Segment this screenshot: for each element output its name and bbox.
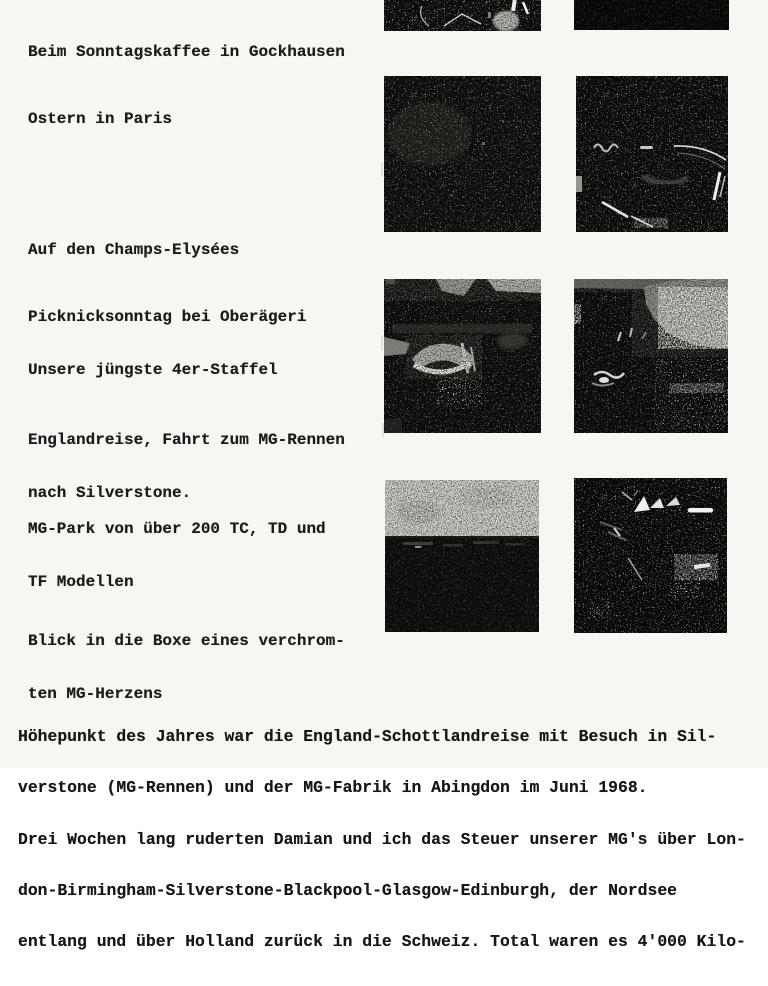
scan-artifact xyxy=(381,335,383,350)
caption-ostern-paris xyxy=(28,76,172,164)
caption-line: Beim Sonntagskaffee in Gockhausen xyxy=(28,43,345,61)
photo-row3-left xyxy=(384,279,541,433)
photo-row1-right xyxy=(574,0,729,30)
paragraph-line: verstone (MG-Rennen) und der MG-Fabrik in Abingdon im Juni 1968. xyxy=(18,778,648,798)
photo-row3-right xyxy=(574,279,728,433)
paragraph-line: entlang und über Holland zurück in die Schweiz. Total waren es 4'000 Kilo- xyxy=(18,932,746,952)
photo-row4-right xyxy=(574,478,727,633)
photo-row1-left xyxy=(384,0,541,31)
caption-line: TF Modellen xyxy=(28,572,134,591)
photo-row2-right xyxy=(576,76,728,232)
caption-line: Ostern in Paris xyxy=(28,110,173,128)
caption-picknick xyxy=(28,274,306,414)
caption-line: Blick in die Boxe eines verchrom- xyxy=(28,632,345,650)
caption-line: MG-Park von über 200 TC, TD und xyxy=(28,520,326,538)
closing-paragraph xyxy=(18,694,763,985)
caption-line: nach Silverstone. xyxy=(28,483,192,502)
paragraph-line: don-Birmingham-Silverstone-Blackpool-Glasgow-Edinburgh, der Nordsee xyxy=(18,881,678,901)
caption-line: ten MG-Herzens xyxy=(28,684,163,703)
scan-artifact xyxy=(381,163,383,177)
paragraph-line: Drei Wochen lang ruderten Damian und ich das Steuer unserer MG's über Lon- xyxy=(18,829,746,849)
paragraph-line: Höhepunkt des Jahres war die England-Schottlandreise mit Besuch in Sil- xyxy=(18,727,717,747)
photo-row4-left xyxy=(385,480,539,632)
caption-line: Unsere jüngste 4er-Staffel xyxy=(28,360,278,379)
caption-line: Auf den Champs-Elysées xyxy=(28,241,240,259)
scan-artifact xyxy=(382,423,384,437)
photo-row2-left xyxy=(384,76,541,232)
caption-line: Englandreise, Fahrt zum MG-Rennen xyxy=(28,431,345,449)
caption-line: Picknicksonntag bei Oberägeri xyxy=(28,308,307,326)
